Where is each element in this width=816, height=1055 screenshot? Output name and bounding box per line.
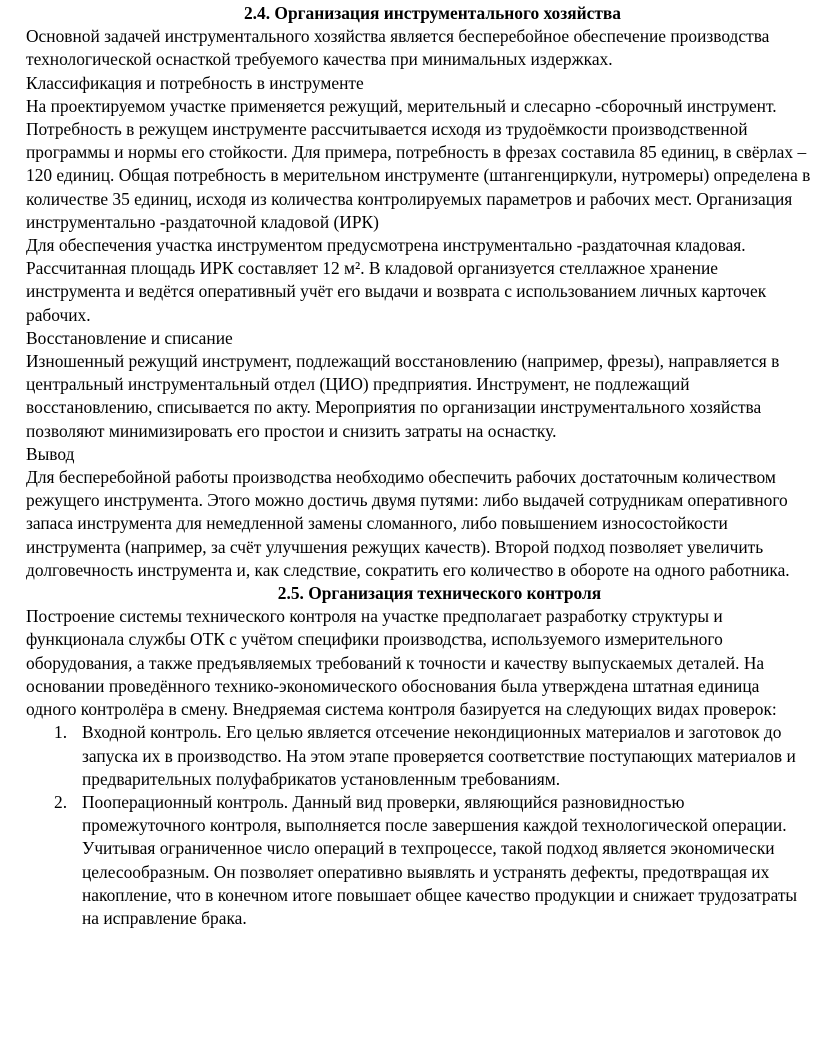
recovery-paragraph: Изношенный режущий инструмент, подлежащий восстановлению (например, фрезы), направляется в центральный инструментальный отдел (ЦИО) предприятия. Инструмент, не подлежащий восстановлению, списывается по акту. Мероприятия по организации инструментального хозяйства позволяют минимизировать его простои и снизить затраты на оснастку. xyxy=(26,351,780,441)
conclusion-paragraph: Для бесперебойной работы производства необходимо обеспечить рабочих достаточным количеством режущего инструмента. Этого можно достичь двумя путями: либо выдачей сотрудникам оперативного запаса инструмента для немедленной замены сломанного, либо повышением износостойкости инструмента (например, за счёт улучшения режущих качеств). Второй подход позволяет увеличить долговечность инструмента и, как следствие, сократить его количество в обороте на одного работника. xyxy=(26,467,790,580)
list-item xyxy=(26,791,811,930)
conclusion-heading: Вывод xyxy=(26,443,75,464)
irk-paragraph: Для обеспечения участка инструментом предусмотрена инструментально -раздаточная кладовая. Рассчитанная площадь ИРК составляет 12 м². В кладовой организуется стеллажное хранение инструмента и ведётся оперативный учёт его выдачи и возврата с использованием личных карточек рабочих. xyxy=(26,235,767,325)
list-item-number: 2. xyxy=(54,791,68,812)
section-2-4-intro: Основной задачей инструментального хозяйства является бесперебойное обеспечение производства технологической оснасткой требуемого качества при минимальных издержках. xyxy=(26,26,770,70)
list-item-text: Входной контроль. Его целью является отсечение некондиционных материалов и заготовок до запуска их в производство. На этом этапе проверяется соответствие поступающих материалов и предварительных полуфабрикатов установленным требованиям. xyxy=(82,722,796,789)
list-item-number: 1. xyxy=(54,722,68,743)
section-2-5-title: 2.5. Организация технического контроля xyxy=(277,583,602,604)
document-page xyxy=(26,2,811,930)
list-item xyxy=(26,721,811,791)
section-2-5-intro: Построение системы технического контроля на участке предполагает разработку структуры и функционала службы ОТК с учётом специфики производства, используемого измерительного оборудования, а также предъявляемых требований к точности и качеству выпускаемых деталей. На основании проведённого технико-экономического обоснования была утверждена штатная единица одного контролёра в смену. Внедряемая система контроля базируется на следующих видах проверок: xyxy=(26,606,777,720)
section-2-4-title: 2.4. Организация инструментального хозяйства xyxy=(243,3,622,23)
classification-heading: Классификация и потребность в инструменте xyxy=(26,72,364,93)
recovery-heading: Восстановление и списание xyxy=(26,327,233,348)
list-item-text: Пооперационный контроль. Данный вид проверки, являющийся разновидностью промежуточного контроля, выполняется после завершения каждой технологической операции. Учитывая ограниченное число операций в техпроцессе, такой подход является экономически целесообразным. Он позволяет оперативно выявлять и устранять дефекты, предотвращая их накопление, что в конечном итоге повышает общее качество продукции и снижает трудозатраты на исправление брака. xyxy=(82,791,798,928)
inspection-types-list xyxy=(26,721,811,930)
classification-paragraph: На проектируемом участке применяется режущий, мерительный и слесарно -сборочный инструмент. Потребность в режущем инструменте рассчитывается исходя из трудоёмкости производственной программы и нормы его стойкости. Для примера, потребность в фрезах составила 85 единиц, в свёрлах – 120 единиц. Общая потребность в мерительном инструменте (штангенциркули, нутромеры) определена в количестве 35 единиц, исходя из количества контролируемых параметров и рабочих мест. Организация инструментально -раздаточной кладовой (ИРК) xyxy=(26,95,811,232)
